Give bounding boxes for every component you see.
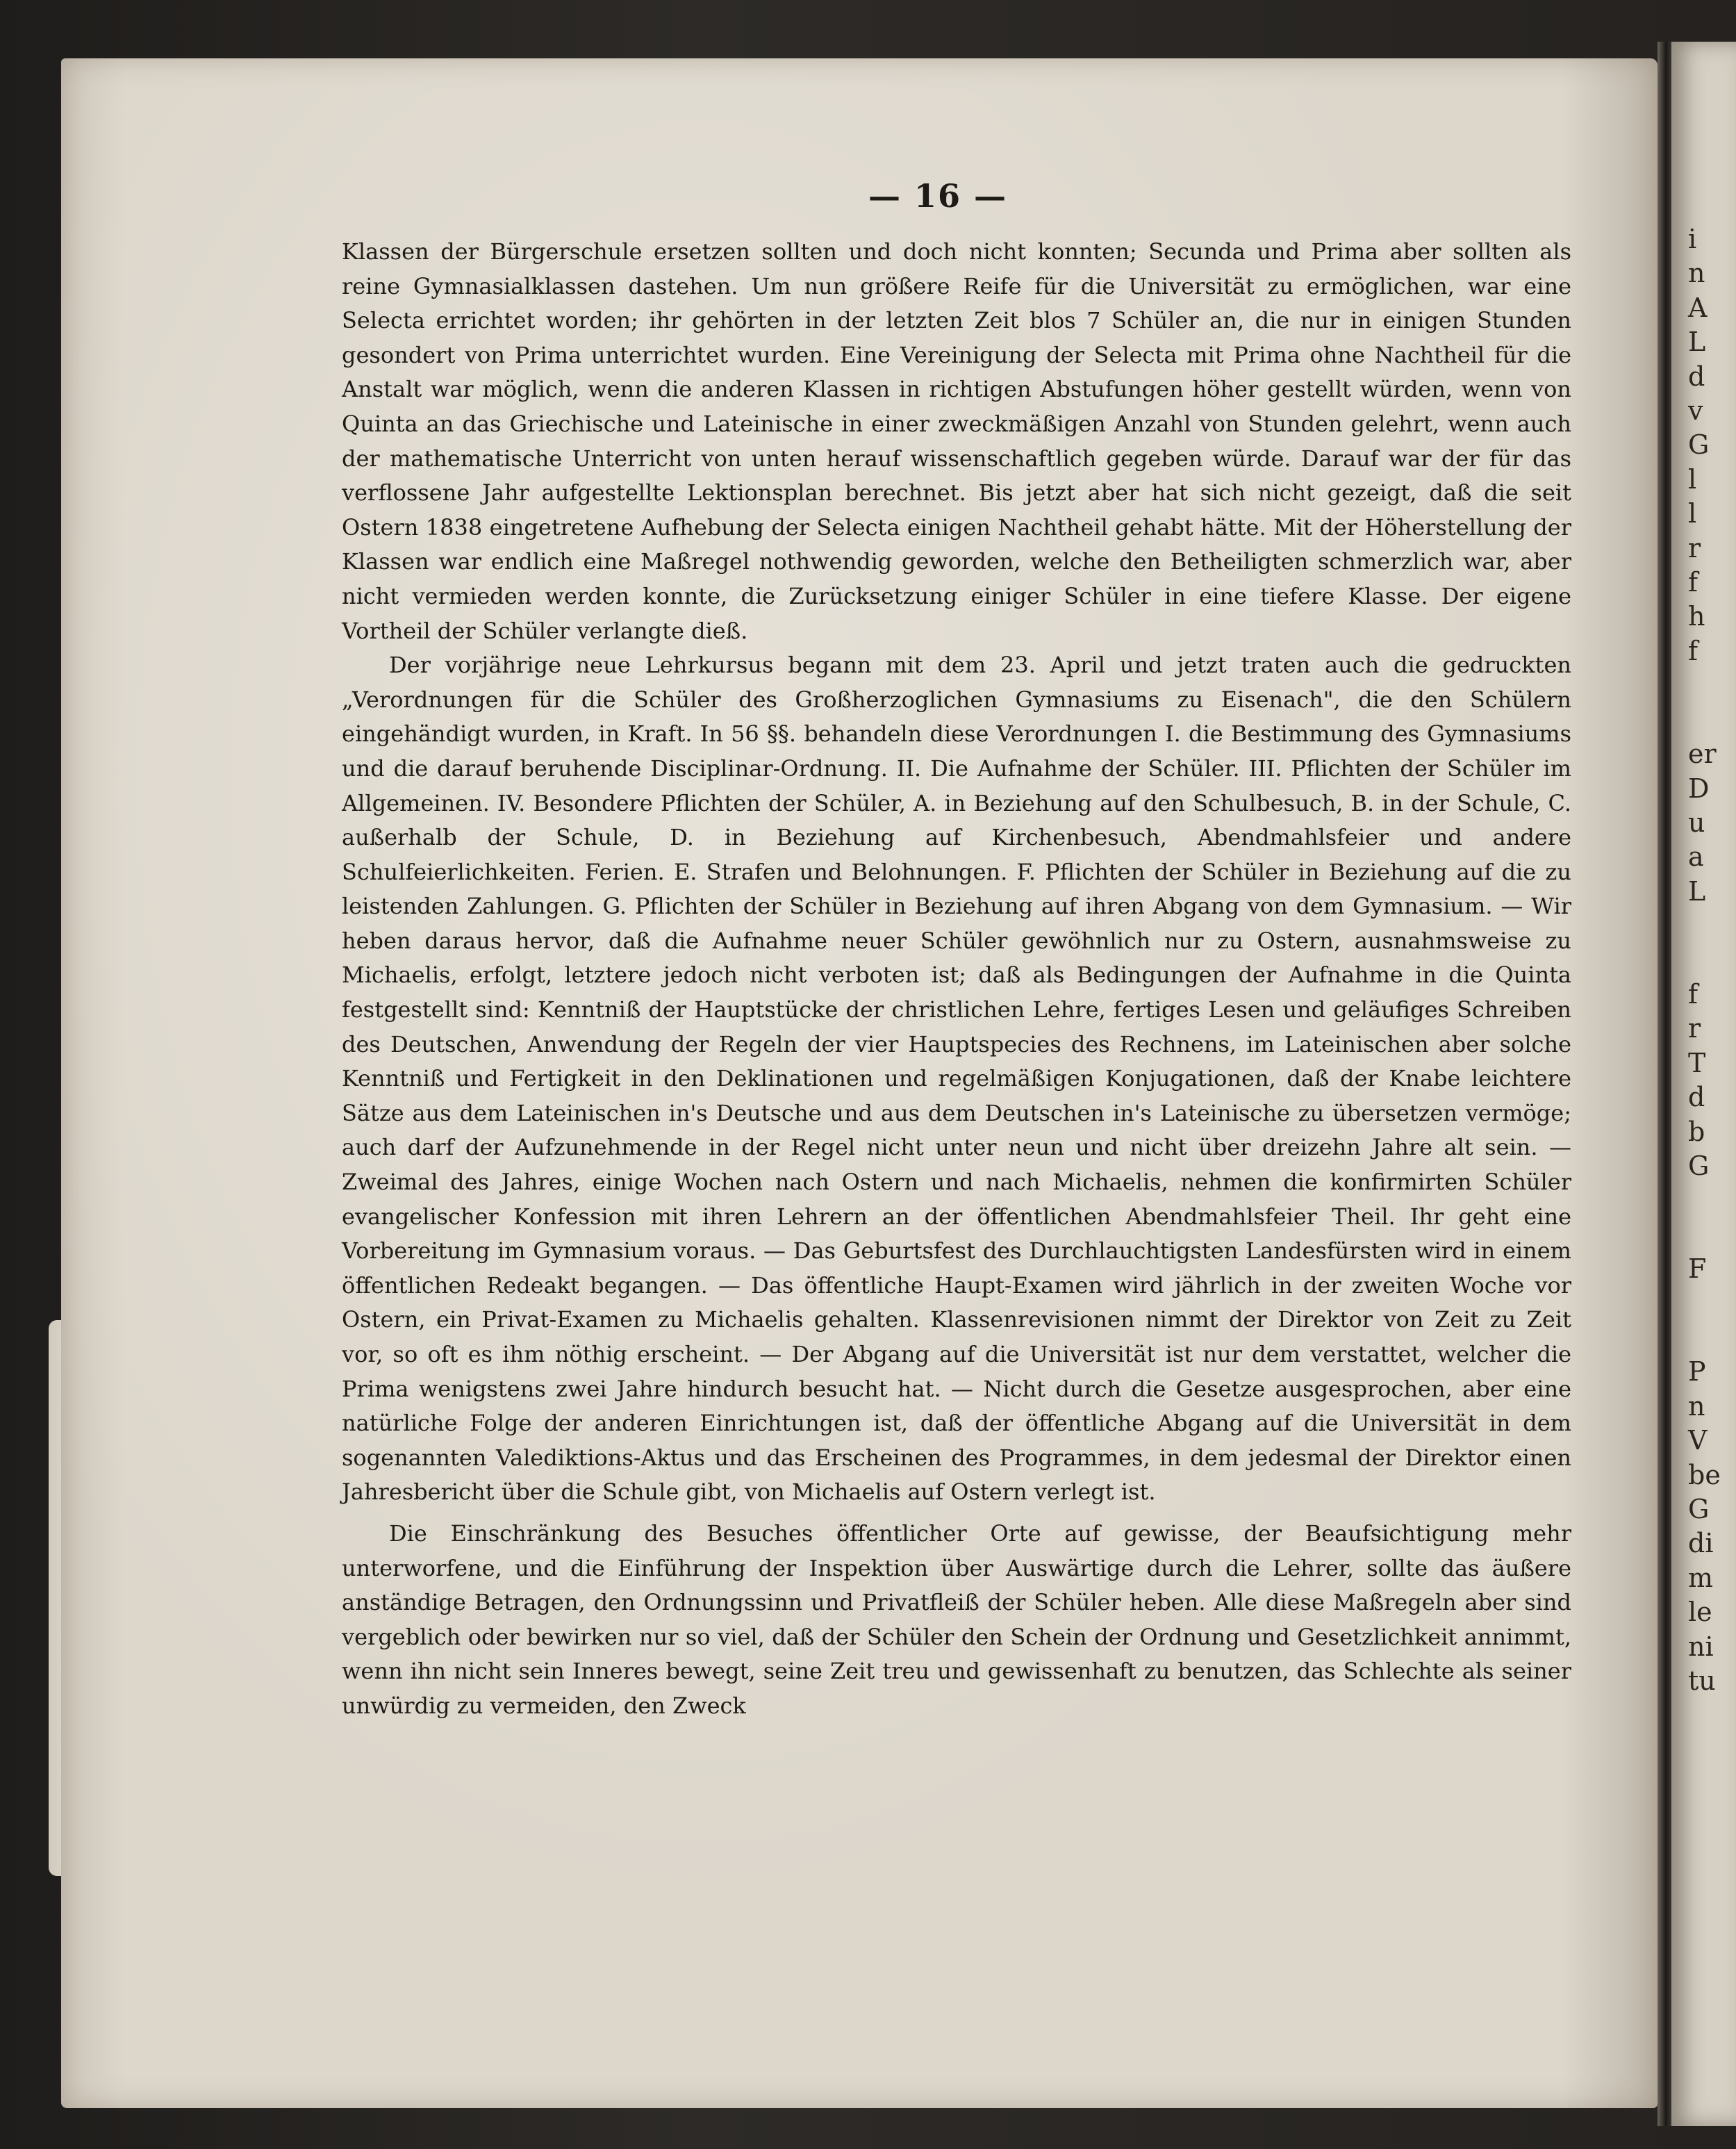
book-gutter — [1658, 42, 1671, 2126]
adjacent-page — [1671, 42, 1736, 2126]
paragraph: Die Einschränkung des Besuches öffentlicher Orte auf gewisse, der Beaufsichtigung mehr unterworfene, und die Einführung der Inspektion über Auswärtige durch die Lehrer, sollte das äußere anständige Betragen, den Ordnungssinn und Privatfleiß der Schüler heben. Alle diese Maßregeln aber sind vergeblich oder bewirken nur so viel, daß der Schüler den Schein der Ordnung und Gesetzlichkeit annimmt, wenn ihn nicht sein Inneres bewegt, seine Zeit treu und gewissenhaft zu benutzen, das Schlechte als seiner unwürdig zu vermeiden, den Zweck — [342, 1520, 1571, 1719]
paragraph: Klassen der Bürgerschule ersetzen sollten und doch nicht konnten; Secunda und Prima aber sollten als reine Gymnasialklassen dastehen. Um nun größere Reife für die Universität zu ermöglichen, war eine Selecta errichtet worden; ihr gehörten in der letzten Zeit blos 7 Schüler an, die nur in einigen Stunden gesondert von Prima unterrichtet wurden. Eine Vereinigung der Selecta mit Prima ohne Nachtheil für die Anstalt war möglich, wenn die anderen Klassen in richtigen Abstufungen höher gestellt würden, wenn von Quinta an das Griechische und Lateinische in einer zweckmäßigen Anzahl von Stunden gelehrt, wenn auch der mathematische Unterricht von unten herauf wissenschaftlich gegeben würde. Darauf war der für das verflossene Jahr aufgestellte Lektionsplan berechnet. Bis jetzt aber hat sich nicht gezeigt, daß die seit Ostern 1838 eingetretene Aufhebung der Selecta einigen Nachtheil gehabt hätte. Mit der Höherstellung der Klassen war endlich eine Maßregel nothwendig geworden, welche den Betheiligten schmerzlich war, aber nicht vermieden werden konnte, die Zurücksetzung einiger Schüler in eine tiefere Klasse. Der eigene Vortheil der Schüler verlangte dieß. — [342, 238, 1571, 644]
body-text — [342, 235, 1571, 1724]
adjacent-page-fragments: i n A L d v G l l r f h f er D u a L f r T d b G F P n V be G di m le ni tu — [1688, 224, 1721, 1697]
page-number: — 16 — — [868, 177, 1008, 215]
paragraph: Der vorjährige neue Lehrkursus begann mit dem 23. April und jetzt traten auch die gedruckten „Verordnungen für die Schüler des Großherzoglichen Gymnasiums zu Eisenach", die den Schülern eingehändigt wurden, in Kraft. In 56 §§. behandeln diese Verordnungen I. die Bestimmung des Gymnasiums und die darauf beruhende Disciplinar-Ordnung. II. Die Aufnahme der Schüler. III. Pflichten der Schüler im Allgemeinen. IV. Besondere Pflichten der Schüler, A. in Beziehung auf den Schulbesuch, B. in der Schule, C. außerhalb der Schule, D. in Beziehung auf Kirchenbesuch, Abendmahlsfeier und andere Schulfeierlichkeiten. Ferien. E. Strafen und Belohnungen. F. Pflichten der Schüler in Beziehung auf die zu leistenden Zahlungen. G. Pflichten der Schüler in Beziehung auf ihren Abgang von dem Gymnasium. — Wir heben daraus hervor, daß die Aufnahme neuer Schüler gewöhnlich nur zu Ostern, ausnahmsweise zu Michaelis, erfolgt, letztere jedoch nicht verboten ist; daß als Bedingungen der Aufnahme in die Quinta festgestellt sind: Kenntniß der Hauptstücke der christlichen Lehre, fertiges Lesen und geläufiges Schreiben des Deutschen, Anwendung der Regeln der vier Hauptspecies des Rechnens, im Lateinischen aber solche Kenntniß und Fertigkeit in den Deklinationen und regelmäßigen Konjugationen, daß der Knabe leichtere Sätze aus dem Lateinischen in's Deutsche und aus dem Deutschen in's Lateinische zu übersetzen vermöge; auch darf der Aufzunehmende in der Regel nicht unter neun und nicht über dreizehn Jahre alt sein. — Zweimal des Jahres, einige Wochen nach Ostern und nach Michaelis, nehmen die konfirmirten Schüler evangelischer Konfession mit ihren Lehrern an der öffentlichen Abendmahlsfeier Theil. Ihr geht eine Vorbereitung im Gymnasium voraus. — Das Geburtsfest des Durchlauchtigsten Landesfürsten wird in einem öffentlichen Redeakt begangen. — Das öffentliche Haupt-Examen wird jährlich in der zweiten Woche vor Ostern, ein Privat-Examen zu Michaelis gehalten. Klassenrevisionen nimmt der Direktor von Zeit zu Zeit vor, so oft es ihm nöthig erscheint. — Der Abgang auf die Universität ist nur dem verstattet, welcher die Prima wenigstens zwei Jahre hindurch besucht hat. — Nicht durch die Gesetze ausgesprochen, aber eine natürliche Folge der anderen Einrichtungen ist, daß der öffentliche Abgang auf die Universität in dem sogenannten Valediktions-Aktus und das Erscheinen des Programmes, in dem jedesmal der Direktor einen Jahresbericht über die Schule gibt, von Michaelis auf Ostern verlegt ist. — [342, 652, 1571, 1506]
